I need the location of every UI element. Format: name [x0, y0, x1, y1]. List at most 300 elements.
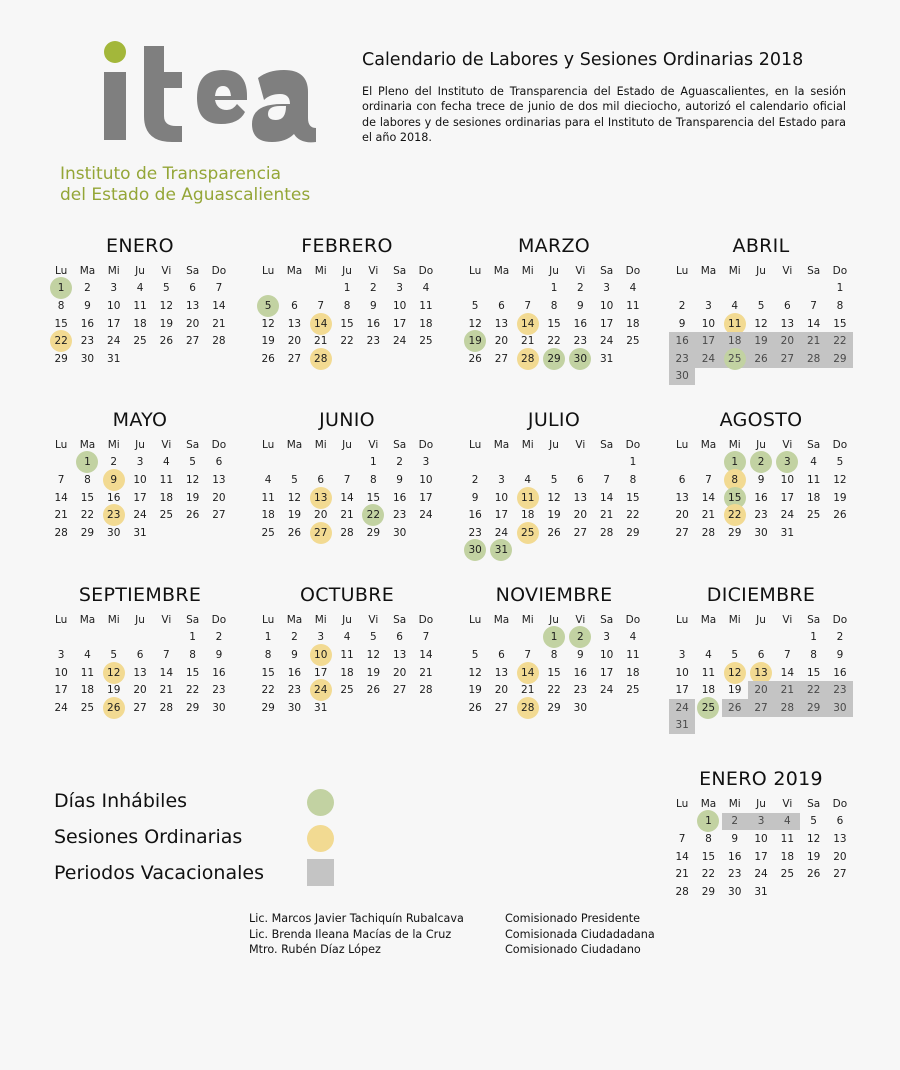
day: 15 — [626, 491, 640, 504]
weekday-header: Lu — [261, 613, 275, 626]
vacation-day: 26 — [748, 350, 774, 368]
day: 9 — [215, 648, 223, 661]
weekday-header: Vi — [161, 613, 172, 626]
vacation-day: 27 — [748, 699, 774, 717]
signature-role-1: Comisionado Presidente — [505, 912, 640, 925]
day: 27 — [494, 701, 509, 714]
day: 11 — [261, 491, 275, 504]
day: 18 — [80, 684, 95, 697]
weekday-header: Do — [418, 613, 434, 626]
day: 21 — [314, 335, 328, 348]
day: 9 — [84, 299, 91, 312]
day: 9 — [678, 317, 686, 330]
day: 16 — [80, 317, 95, 330]
day: 18 — [780, 850, 795, 863]
day: 4 — [705, 648, 712, 661]
holiday-day: 22 — [360, 506, 386, 524]
day: 1 — [264, 631, 272, 644]
weekday-header: Do — [211, 264, 227, 277]
session-day: 24 — [308, 681, 334, 699]
vacation-day: 26 — [722, 699, 748, 717]
weekday-header: Ju — [549, 264, 559, 277]
day: 10 — [419, 473, 433, 486]
day: 12 — [806, 832, 821, 845]
day: 2 — [396, 456, 403, 469]
day: 15 — [366, 491, 381, 504]
day: 31 — [314, 701, 328, 714]
day: 3 — [705, 299, 712, 312]
day: 23 — [754, 509, 768, 522]
month-days-grid — [669, 436, 853, 542]
day: 10 — [107, 299, 121, 312]
month-days-grid — [669, 262, 853, 385]
vacation-day: 27 — [774, 350, 800, 368]
weekday-header: Vi — [575, 438, 586, 451]
month-noviembre — [462, 583, 646, 717]
month-title: MARZO — [517, 235, 591, 257]
day: 16 — [754, 491, 768, 504]
empty-cell — [334, 454, 360, 472]
day: 24 — [754, 868, 768, 881]
day: 15 — [80, 491, 95, 504]
day: 14 — [675, 850, 689, 863]
day: 17 — [599, 317, 614, 330]
day: 30 — [107, 526, 121, 539]
day: 29 — [54, 352, 68, 365]
weekday-header: Lu — [54, 438, 68, 451]
day: 5 — [731, 648, 739, 661]
empty-cell — [515, 454, 541, 472]
weekday-header: Sa — [393, 613, 407, 626]
day: 14 — [806, 317, 821, 330]
day: 27 — [494, 352, 509, 365]
day: 12 — [468, 317, 482, 330]
day: 16 — [366, 317, 381, 330]
day: 21 — [521, 335, 535, 348]
signature-name-2: Lic. Brenda Ileana Macías de la Cruz — [249, 927, 452, 941]
legend-inhabiles-swatch — [307, 789, 334, 816]
weekday-header: Ma — [700, 613, 717, 626]
day: 6 — [396, 631, 403, 644]
empty-cell — [748, 280, 774, 298]
weekday-header: Lu — [675, 797, 689, 810]
weekday-header: Vi — [575, 264, 586, 277]
day: 22 — [547, 335, 561, 348]
day: 26 — [547, 526, 561, 539]
day: 8 — [836, 299, 844, 312]
day: 7 — [343, 473, 351, 486]
empty-cell — [722, 629, 748, 647]
weekday-header: Mi — [728, 613, 741, 626]
day: 27 — [133, 701, 147, 714]
day: 5 — [110, 648, 118, 661]
day: 8 — [264, 648, 272, 661]
day: 8 — [84, 473, 91, 486]
month-title: JUNIO — [319, 409, 375, 431]
day: 4 — [731, 299, 739, 312]
day: 11 — [780, 832, 795, 845]
day: 13 — [675, 491, 689, 504]
weekday-header: Ma — [79, 264, 96, 277]
day: 14 — [340, 491, 354, 504]
day: 3 — [136, 456, 144, 469]
weekday-header: Lu — [54, 613, 68, 626]
day: 16 — [107, 491, 121, 504]
day: 8 — [810, 648, 817, 661]
day: 25 — [626, 684, 640, 697]
day: 29 — [366, 526, 381, 539]
weekday-header: Lu — [54, 264, 68, 277]
day: 27 — [573, 526, 588, 539]
day: 13 — [392, 648, 407, 661]
day: 21 — [701, 509, 716, 522]
day: 6 — [576, 473, 584, 486]
weekday-header: Mi — [314, 613, 327, 626]
day: 2 — [110, 456, 118, 469]
day: 4 — [136, 282, 144, 295]
month-days-grid — [255, 611, 439, 717]
holiday-day: 1 — [541, 629, 567, 647]
month-days-grid — [48, 611, 232, 717]
session-day: 28 — [515, 699, 541, 717]
empty-cell — [48, 629, 74, 647]
weekday-header: Vi — [368, 264, 379, 277]
month-title: SEPTIEMBRE — [78, 584, 202, 606]
org-name-line-1: Instituto de Transparencia — [60, 164, 282, 184]
weekday-header: Do — [418, 438, 434, 451]
holiday-day: 1 — [722, 454, 748, 472]
day: 17 — [392, 317, 407, 330]
weekday-header: Vi — [575, 613, 586, 626]
month-days-grid — [669, 611, 853, 734]
month-agosto — [669, 408, 853, 542]
legend-inhabiles-label: Días Inhábiles — [54, 790, 188, 812]
weekday-header: Sa — [600, 613, 614, 626]
day: 29 — [626, 526, 640, 539]
session-day: 22 — [722, 506, 748, 524]
day: 11 — [133, 299, 147, 312]
weekday-header: Sa — [807, 797, 821, 810]
session-day: 14 — [515, 315, 541, 333]
day: 6 — [678, 473, 686, 486]
day: 8 — [550, 299, 558, 312]
empty-cell — [255, 454, 281, 472]
weekday-header: Mi — [314, 264, 327, 277]
day: 22 — [340, 335, 354, 348]
day: 24 — [780, 509, 795, 522]
session-day: 13 — [748, 664, 774, 682]
vacation-day: 16 — [669, 332, 695, 350]
org-name — [60, 164, 310, 206]
day: 30 — [728, 885, 742, 898]
day: 17 — [314, 666, 328, 679]
day: 5 — [757, 299, 765, 312]
day: 9 — [836, 648, 844, 661]
vacation-day: 18 — [722, 332, 748, 350]
day: 17 — [107, 317, 121, 330]
day: 10 — [392, 299, 407, 312]
day: 24 — [494, 526, 509, 539]
day: 10 — [133, 473, 147, 486]
day: 16 — [468, 509, 482, 522]
day: 28 — [599, 526, 614, 539]
day: 20 — [573, 509, 588, 522]
day: 27 — [675, 526, 689, 539]
day: 18 — [340, 666, 354, 679]
org-name-line-2: del Estado de Aguascalientes — [60, 185, 311, 205]
day: 19 — [547, 509, 561, 522]
empty-cell — [695, 454, 721, 472]
month-title: FEBRERO — [301, 235, 393, 257]
day: 3 — [498, 473, 505, 486]
day: 13 — [833, 832, 847, 845]
day: 22 — [185, 684, 200, 697]
empty-cell — [800, 280, 826, 298]
day: 11 — [340, 648, 354, 661]
day: 8 — [189, 648, 196, 661]
session-day: 13 — [308, 489, 334, 507]
day: 25 — [419, 335, 433, 348]
day: 21 — [340, 509, 354, 522]
day: 27 — [392, 684, 407, 697]
day: 25 — [626, 335, 640, 348]
weekday-header: Vi — [368, 613, 379, 626]
day: 21 — [159, 684, 174, 697]
day: 3 — [678, 648, 686, 661]
empty-cell — [669, 813, 695, 831]
holiday-day: 2 — [748, 454, 774, 472]
day: 18 — [626, 317, 640, 330]
day: 28 — [701, 526, 716, 539]
day: 29 — [547, 701, 561, 714]
empty-cell — [127, 629, 153, 647]
day: 20 — [392, 666, 407, 679]
day: 18 — [159, 491, 174, 504]
session-day: 28 — [515, 350, 541, 368]
vacation-day: 24 — [669, 699, 695, 717]
day: 7 — [524, 648, 532, 661]
day: 4 — [629, 631, 637, 644]
day: 4 — [422, 282, 430, 295]
month-abril — [669, 234, 853, 385]
day: 20 — [494, 335, 509, 348]
day: 12 — [366, 648, 381, 661]
day: 6 — [189, 282, 196, 295]
day: 3 — [396, 282, 403, 295]
day: 17 — [780, 491, 795, 504]
empty-cell — [593, 454, 619, 472]
day: 14 — [419, 648, 433, 661]
weekday-header: Ju — [342, 264, 352, 277]
vacation-day: 29 — [827, 350, 853, 368]
session-day: 14 — [308, 315, 334, 333]
day: 29 — [80, 526, 95, 539]
weekday-header: Ma — [493, 264, 510, 277]
holiday-day: 19 — [462, 332, 488, 350]
weekday-header: Lu — [468, 613, 482, 626]
weekday-header: Ma — [700, 438, 717, 451]
signature-roles — [505, 911, 655, 958]
holiday-day: 30 — [567, 350, 593, 368]
day: 24 — [419, 509, 433, 522]
day: 29 — [728, 526, 742, 539]
weekday-header: Vi — [161, 264, 172, 277]
vacation-day: 22 — [827, 332, 853, 350]
page-title: Calendario de Labores y Sesiones Ordinarias 2018 — [362, 50, 804, 70]
day: 7 — [162, 648, 170, 661]
day: 17 — [599, 666, 614, 679]
day: 15 — [833, 317, 847, 330]
day: 14 — [780, 666, 795, 679]
day: 15 — [261, 666, 275, 679]
day: 11 — [626, 299, 640, 312]
session-day: 26 — [101, 699, 127, 717]
month-days-grid — [669, 795, 853, 901]
day: 19 — [833, 491, 847, 504]
day: 9 — [757, 473, 765, 486]
weekday-header: Sa — [186, 613, 200, 626]
weekday-header: Lu — [468, 264, 482, 277]
day: 12 — [185, 473, 200, 486]
day: 15 — [185, 666, 200, 679]
day: 27 — [185, 335, 200, 348]
empty-cell — [695, 280, 721, 298]
day: 26 — [833, 509, 847, 522]
day: 16 — [287, 666, 302, 679]
day: 22 — [626, 509, 640, 522]
day: 6 — [291, 299, 298, 312]
weekday-header: Sa — [807, 438, 821, 451]
day: 1 — [369, 456, 377, 469]
weekday-header: Do — [832, 613, 848, 626]
weekday-header: Vi — [782, 264, 793, 277]
day: 9 — [731, 832, 739, 845]
day: 19 — [159, 317, 174, 330]
day: 6 — [783, 299, 791, 312]
day: 28 — [159, 701, 174, 714]
month-junio — [255, 408, 439, 542]
day: 8 — [57, 299, 65, 312]
day: 13 — [573, 491, 588, 504]
day: 25 — [133, 335, 147, 348]
day: 15 — [806, 666, 821, 679]
weekday-header: Lu — [468, 438, 482, 451]
day: 21 — [212, 317, 226, 330]
day: 13 — [133, 666, 147, 679]
day: 19 — [185, 491, 200, 504]
weekday-header: Sa — [393, 438, 407, 451]
day: 30 — [287, 701, 302, 714]
weekday-header: Ma — [700, 797, 717, 810]
day: 29 — [261, 701, 275, 714]
signature-role-2: Comisionada Ciudadadana — [505, 927, 655, 941]
vacation-day: 20 — [748, 681, 774, 699]
day: 21 — [521, 684, 535, 697]
vacation-day: 4 — [774, 813, 800, 831]
month-title: OCTUBRE — [299, 584, 395, 606]
day: 4 — [629, 282, 637, 295]
signature-names — [249, 911, 464, 958]
day: 10 — [780, 473, 795, 486]
empty-cell — [515, 280, 541, 298]
day: 5 — [810, 815, 817, 828]
day: 28 — [54, 526, 68, 539]
weekday-header: Vi — [782, 438, 793, 451]
day: 26 — [468, 701, 482, 714]
holiday-day: 25 — [722, 350, 748, 368]
month-days-grid — [48, 262, 232, 368]
day: 11 — [806, 473, 821, 486]
weekday-header: Do — [832, 438, 848, 451]
day: 11 — [701, 666, 716, 679]
day: 13 — [494, 317, 509, 330]
month-title: ABRIL — [732, 235, 790, 257]
empty-cell — [101, 629, 127, 647]
day: 7 — [705, 473, 712, 486]
day: 26 — [159, 335, 174, 348]
day: 24 — [54, 701, 68, 714]
weekday-header: Ju — [342, 613, 352, 626]
vacation-day: 28 — [800, 350, 826, 368]
session-day: 12 — [722, 664, 748, 682]
day: 17 — [675, 684, 689, 697]
weekday-header: Sa — [393, 264, 407, 277]
month-title: NOVIEMBRE — [495, 584, 613, 606]
day: 2 — [369, 282, 377, 295]
weekday-header: Mi — [728, 438, 741, 451]
day: 7 — [810, 299, 817, 312]
empty-cell — [774, 629, 800, 647]
signature-role-3: Comisionado Ciudadano — [505, 943, 641, 956]
weekday-header: Ju — [135, 438, 145, 451]
day: 17 — [754, 850, 768, 863]
day: 21 — [54, 509, 68, 522]
weekday-header: Do — [211, 613, 227, 626]
empty-cell — [567, 454, 593, 472]
day: 8 — [629, 473, 637, 486]
weekday-header: Ju — [549, 438, 559, 451]
empty-cell — [74, 629, 100, 647]
day: 25 — [159, 509, 174, 522]
day: 13 — [185, 299, 200, 312]
weekday-header: Mi — [107, 613, 120, 626]
empty-cell — [308, 280, 334, 298]
day: 11 — [159, 473, 174, 486]
day: 20 — [314, 509, 328, 522]
day: 3 — [603, 631, 610, 644]
day: 16 — [212, 666, 226, 679]
day: 9 — [369, 299, 377, 312]
signature-name-3: Mtro. Rubén Díaz López — [249, 943, 381, 956]
day: 20 — [185, 317, 200, 330]
month-days-grid — [255, 262, 439, 368]
weekday-header: Ju — [756, 613, 766, 626]
weekday-header: Mi — [521, 438, 534, 451]
weekday-header: Sa — [186, 264, 200, 277]
month-title: MAYO — [112, 409, 168, 431]
month-octubre — [255, 583, 439, 717]
holiday-day: 25 — [695, 699, 721, 717]
session-day: 23 — [101, 506, 127, 524]
month-julio — [462, 408, 646, 559]
day: 9 — [576, 648, 584, 661]
empty-cell — [669, 454, 695, 472]
day: 15 — [547, 666, 561, 679]
empty-cell — [748, 629, 774, 647]
day: 16 — [833, 666, 847, 679]
day: 8 — [550, 648, 558, 661]
weekday-header: Ma — [493, 438, 510, 451]
